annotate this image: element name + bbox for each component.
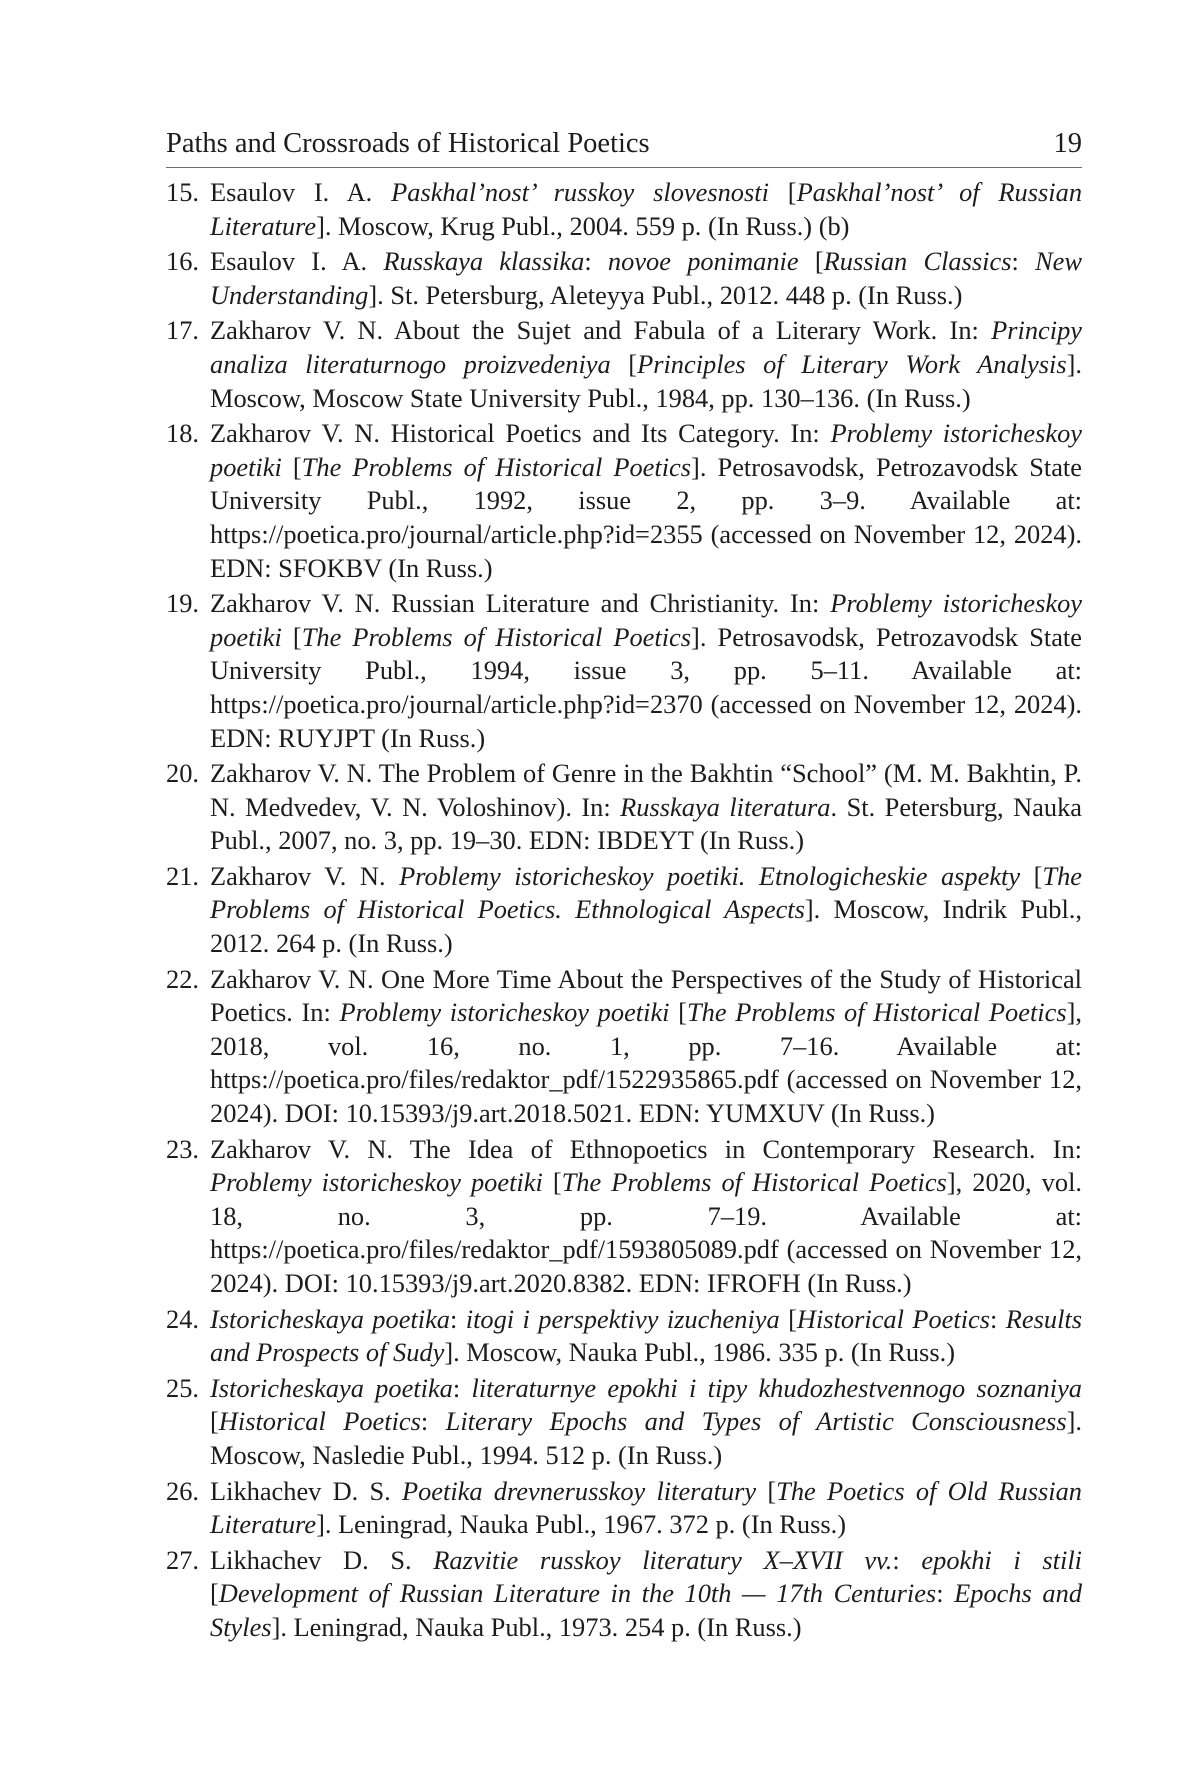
reference-segment: Zakharov V. N. The Idea of Ethnopoetics in Contemporary Research. In:	[210, 1134, 1082, 1164]
reference-text	[210, 758, 1082, 855]
reference-title-segment: Poetika drevnerusskoy literatury	[402, 1476, 756, 1506]
reference-title-segment: Problemy istoricheskoy poetiki	[339, 997, 669, 1027]
reference-title-segment: Russkaya klassika	[383, 246, 584, 276]
reference-item	[166, 1303, 1082, 1370]
reference-title-segment: Historical Poetics	[797, 1304, 990, 1334]
reference-title-segment: Russian Classics	[824, 246, 1012, 276]
reference-text	[210, 418, 1082, 582]
reference-item	[166, 1372, 1082, 1473]
reference-number: 26.	[166, 1475, 206, 1509]
reference-segment: [	[670, 997, 687, 1027]
reference-title-segment: epokhi i stili	[921, 1545, 1082, 1575]
reference-item	[166, 860, 1082, 961]
reference-title-segment: Istoricheskaya poetika	[210, 1373, 453, 1403]
reference-segment: Esaulov I. A.	[210, 177, 391, 207]
reference-number: 23.	[166, 1133, 206, 1167]
reference-title-segment: The Problems of Historical Poetics	[562, 1167, 947, 1197]
running-title: Paths and Crossroads of Historical Poetics	[166, 126, 650, 162]
reference-number: 24.	[166, 1303, 206, 1337]
reference-segment: ]. Moscow, Nauka Publ., 1986. 335 p. (In Russ.)	[444, 1337, 955, 1367]
reference-title-segment: Istoricheskaya poetika	[210, 1304, 450, 1334]
reference-title-segment: New Understanding	[210, 246, 1082, 310]
reference-segment: ]. St. Petersburg, Aleteyya Publ., 2012. 448 p. (In Russ.)	[368, 280, 962, 310]
reference-segment: Zakharov V. N.	[210, 861, 399, 891]
reference-item	[166, 1475, 1082, 1542]
reference-text	[210, 246, 1082, 310]
reference-segment: [	[210, 1578, 219, 1608]
reference-item	[166, 587, 1082, 755]
reference-title-segment: Results and Prospects of Sudy	[210, 1304, 1082, 1368]
reference-segment: ], 2020, vol. 18, no. 3, pp. 7–19. Available at: https://poetica.pro/files/redaktor_pdf/1593805089.pdf (accessed on November 12, 2024). DOI: 10.15393/j9.art.2020.8382. EDN: IFROFH (In Russ.)	[210, 1167, 1082, 1298]
reference-number: 19.	[166, 587, 206, 621]
reference-number: 22.	[166, 963, 206, 997]
reference-title-segment: Russkaya literatura	[620, 792, 830, 822]
reference-title-segment: Problemy istoricheskoy poetiki	[210, 588, 1082, 652]
reference-text	[210, 1304, 1082, 1368]
reference-number: 21.	[166, 860, 206, 894]
reference-text	[210, 588, 1082, 752]
reference-item	[166, 245, 1082, 312]
reference-segment: :	[936, 1578, 954, 1608]
running-head	[166, 126, 1082, 168]
reference-text	[210, 1476, 1082, 1540]
document-page	[166, 126, 1082, 1647]
reference-title-segment: Problemy istoricheskoy poetiki. Etnologicheskie aspekty	[399, 861, 1020, 891]
reference-item	[166, 176, 1082, 243]
reference-segment: ]. Petrosavodsk, Petrozavodsk State University Publ., 1994, issue 3, pp. 5–11. Available at: https://poetica.pro/journal/article.php?id=2370 (accessed on November 12, 2024). EDN: RUYJPT (In Russ.)	[210, 622, 1082, 753]
reference-number: 17.	[166, 314, 206, 348]
reference-title-segment: The Problems of Historical Poetics	[687, 997, 1067, 1027]
reference-segment: [	[769, 177, 797, 207]
reference-segment: Zakharov V. N. The Problem of Genre in the Bakhtin “School” (M. M. Bakhtin, P. N. Medvedev, V. N. Voloshinov). In:	[210, 758, 1082, 822]
reference-title-segment: Historical Poetics	[219, 1406, 421, 1436]
reference-segment: ]. Moscow, Moscow State University Publ., 1984, pp. 130–136. (In Russ.)	[210, 349, 1082, 413]
reference-title-segment: The Poetics of Old Russian Literature	[210, 1476, 1082, 1540]
reference-segment: Likhachev D. S.	[210, 1545, 433, 1575]
reference-title-segment: Problemy istoricheskoy poetiki	[210, 418, 1082, 482]
reference-title-segment: Literary Epochs and Types of Artistic Consciousness	[446, 1406, 1067, 1436]
reference-segment: [	[1020, 861, 1042, 891]
reference-number: 18.	[166, 417, 206, 451]
reference-segment: [	[282, 622, 302, 652]
reference-text	[210, 1134, 1082, 1298]
reference-segment: Likhachev D. S.	[210, 1476, 402, 1506]
reference-segment: [	[611, 349, 637, 379]
reference-title-segment: Razvitie russkoy literatury X–XVII vv.	[433, 1545, 892, 1575]
reference-title-segment: novoe ponimanie	[608, 246, 799, 276]
reference-segment: [	[282, 452, 302, 482]
reference-segment: ]. Moscow, Krug Publ., 2004. 559 p. (In Russ.) (b)	[316, 211, 849, 241]
reference-title-segment: literaturnye epokhi i tipy khudozhestvennogo soznaniya	[471, 1373, 1082, 1403]
reference-title-segment: Development of Russian Literature in the 10th — 17th Centuries	[219, 1578, 936, 1608]
reference-text	[210, 861, 1082, 958]
reference-segment: :	[584, 246, 608, 276]
reference-text	[210, 1373, 1082, 1470]
reference-number: 27.	[166, 1544, 206, 1578]
reference-segment: :	[990, 1304, 1006, 1334]
reference-number: 16.	[166, 245, 206, 279]
reference-item	[166, 1544, 1082, 1645]
reference-text	[210, 315, 1082, 412]
reference-title-segment: Principy analiza literaturnogo proizvedeniya	[210, 315, 1082, 379]
reference-item	[166, 1133, 1082, 1301]
reference-segment: ]. Petrosavodsk, Petrozavodsk State University Publ., 1992, issue 2, pp. 3–9. Available at: https://poetica.pro/journal/article.php?id=2355 (accessed on November 12, 2024). EDN: SFOKBV (In Russ.)	[210, 452, 1082, 583]
reference-segment: ]. Moscow, Indrik Publ., 2012. 264 p. (In Russ.)	[210, 894, 1082, 958]
reference-text	[210, 1545, 1082, 1642]
reference-segment: Zakharov V. N. Historical Poetics and Its Category. In:	[210, 418, 830, 448]
reference-item	[166, 417, 1082, 585]
reference-segment: ], 2018, vol. 16, no. 1, pp. 7–16. Available at: https://poetica.pro/files/redaktor_pdf/1522935865.pdf (accessed on November 12, 2024). DOI: 10.15393/j9.art.2018.5021. EDN: YUMXUV (In Russ.)	[210, 997, 1082, 1128]
reference-segment: . St. Petersburg, Nauka Publ., 2007, no. 3, pp. 19–30. EDN: IBDEYT (In Russ.)	[210, 792, 1082, 856]
reference-segment: [	[756, 1476, 776, 1506]
reference-segment: :	[892, 1545, 921, 1575]
reference-item	[166, 963, 1082, 1131]
reference-title-segment: Principles of Literary Work Analysis	[637, 349, 1067, 379]
reference-segment: ]. Leningrad, Nauka Publ., 1967. 372 p. (In Russ.)	[316, 1509, 846, 1539]
reference-segment: Zakharov V. N. Russian Literature and Christianity. In:	[210, 588, 830, 618]
reference-title-segment: itogi i perspektivy izucheniya	[466, 1304, 780, 1334]
reference-title-segment: Paskhal’nost’ russkoy slovesnosti	[391, 177, 769, 207]
reference-text	[210, 964, 1082, 1128]
reference-item	[166, 314, 1082, 415]
reference-segment: :	[450, 1304, 466, 1334]
reference-segment: Zakharov V. N. One More Time About the Perspectives of the Study of Historical Poetics. In:	[210, 964, 1082, 1028]
reference-title-segment: Epochs and Styles	[210, 1578, 1082, 1642]
reference-segment: :	[421, 1406, 446, 1436]
reference-segment: [	[780, 1304, 797, 1334]
reference-number: 20.	[166, 757, 206, 791]
reference-title-segment: The Problems of Historical Poetics	[302, 622, 691, 652]
reference-title-segment: Problemy istoricheskoy poetiki	[210, 1167, 543, 1197]
reference-segment: ]. Moscow, Nasledie Publ., 1994. 512 p. (In Russ.)	[210, 1406, 1082, 1470]
reference-segment: ]. Leningrad, Nauka Publ., 1973. 254 p. (In Russ.)	[272, 1612, 802, 1642]
reference-segment: [	[799, 246, 824, 276]
reference-list	[166, 176, 1082, 1645]
reference-number: 25.	[166, 1372, 206, 1406]
reference-item	[166, 757, 1082, 858]
reference-segment: Zakharov V. N. About the Sujet and Fabula of a Literary Work. In:	[210, 315, 991, 345]
reference-text	[210, 177, 1082, 241]
reference-segment: :	[453, 1373, 472, 1403]
reference-segment: :	[1011, 246, 1035, 276]
reference-segment: Esaulov I. A.	[210, 246, 383, 276]
page-number: 19	[1054, 126, 1083, 162]
reference-number: 15.	[166, 176, 206, 210]
reference-title-segment: The Problems of Historical Poetics. Ethnological Aspects	[210, 861, 1082, 925]
reference-title-segment: The Problems of Historical Poetics	[302, 452, 691, 482]
reference-segment: [	[543, 1167, 562, 1197]
reference-title-segment: Paskhal’nost’ of Russian Literature	[210, 177, 1082, 241]
reference-segment: [	[210, 1406, 219, 1436]
